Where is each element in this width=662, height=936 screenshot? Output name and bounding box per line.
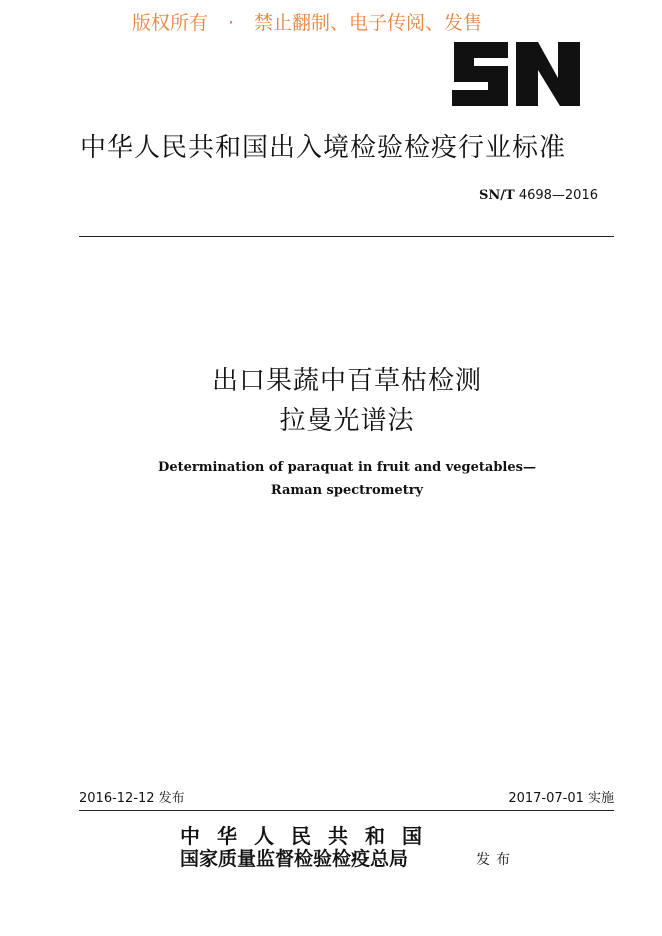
- issue-date: 2016-12-12 发布: [79, 791, 185, 806]
- standard-code-number: 4698—2016: [518, 188, 598, 203]
- document-title-cn-line2: 拉曼光谱法: [279, 406, 415, 436]
- publisher-block: [180, 825, 470, 871]
- implementation-date: 2017-07-01 实施: [508, 791, 614, 806]
- copyright-watermark: [132, 8, 482, 35]
- footer-divider: [79, 810, 614, 811]
- document-title-en-line1: Determination of paraquat in fruit and vegetables—: [158, 460, 536, 475]
- header-divider: [79, 236, 614, 237]
- publish-label: 发布: [476, 852, 516, 868]
- standard-code-prefix: SN/T: [478, 188, 515, 203]
- copyright-restrictions: 禁止翻制、电子传阅、发售: [254, 12, 483, 34]
- publisher-agency: 国家质量监督检验检疫总局: [180, 848, 409, 870]
- publisher-country: 中华人民共和国: [180, 824, 439, 848]
- document-title-cn-line1: 出口果蔬中百草枯检测: [211, 366, 482, 396]
- copyright-separator: ·: [227, 12, 235, 34]
- standard-code: [479, 188, 598, 203]
- sn-logo: [448, 38, 586, 110]
- sn-logo-graphic: [448, 38, 586, 110]
- standard-category-title: 中华人民共和国出入境检验检疫行业标准: [80, 133, 567, 163]
- sn-logo-text: SN: [448, 38, 450, 39]
- copyright-notice: 版权所有: [132, 12, 209, 34]
- document-title-en-line2: Raman spectrometry: [270, 483, 424, 498]
